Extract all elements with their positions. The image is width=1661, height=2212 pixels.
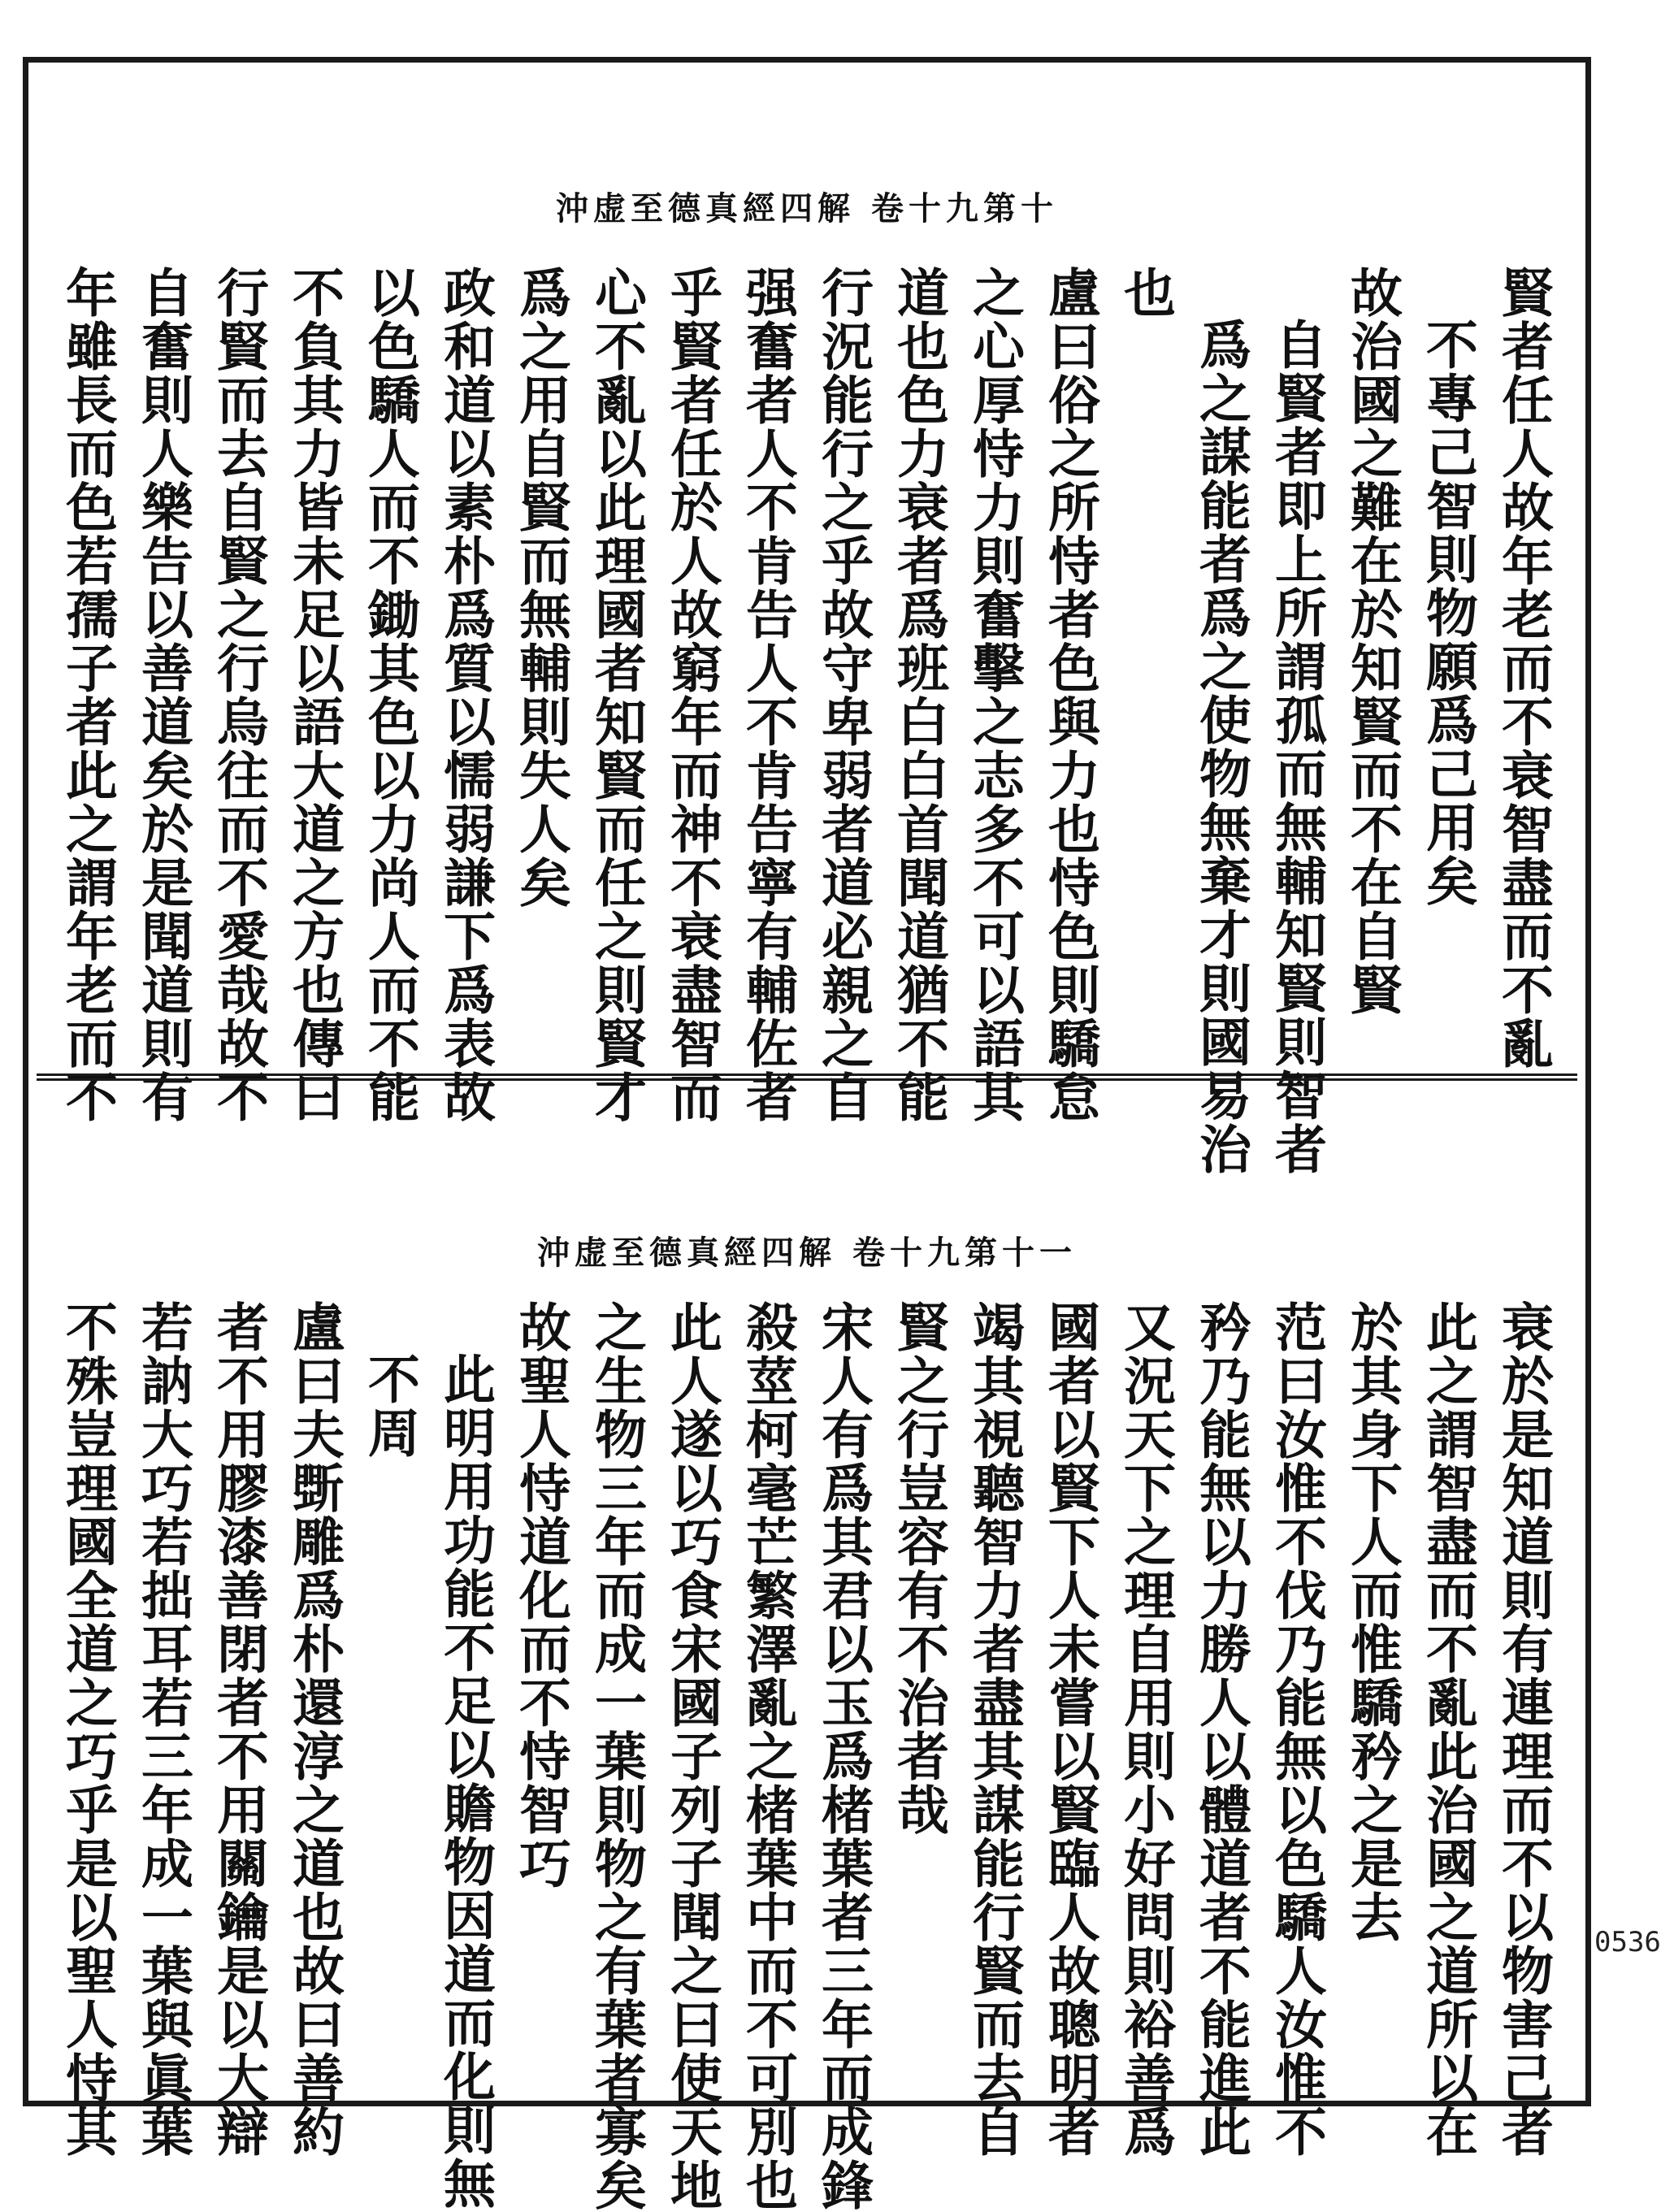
text-column: 不殊豈理國全道之巧乎是以聖人恃其 bbox=[57, 1300, 118, 2158]
text-column: 乎賢者任於人故窮年而神不衰盡智而 bbox=[661, 266, 722, 1124]
text-column: 衰於是知道則有連理而不以物害己者 bbox=[1493, 1300, 1554, 2158]
text-column: 此之謂智盡而不亂此治國之道所以在 bbox=[1417, 1300, 1478, 2158]
text-column: 國者以賢下人未嘗以賢臨人故聰明者 bbox=[1039, 1300, 1100, 2158]
text-column: 强奮者人不肯告人不肯告寧有輔佐者 bbox=[737, 266, 798, 1124]
text-column: 年雖長而色若孺子者此之謂年老而不 bbox=[57, 266, 118, 1124]
text-column: 之生物三年而成一葉則物之有葉者寡矣 bbox=[586, 1300, 647, 2212]
text-column: 者不用膠漆善閉者不用關鑰是以大辯 bbox=[208, 1300, 269, 2158]
page-frame bbox=[23, 57, 1591, 2212]
text-column: 行況能行之乎故守卑弱者道必親之自 bbox=[813, 266, 874, 1124]
lower-page bbox=[37, 1078, 1577, 2212]
running-head: 沖虚至德真經四解 卷十九第十一 bbox=[537, 1234, 1077, 1272]
text-column: 賢之行豈容有不治者哉 bbox=[888, 1300, 949, 1837]
text-block bbox=[50, 266, 1561, 1176]
text-column: 矜乃能無以力勝人以體道者不能進此 bbox=[1190, 1300, 1251, 2158]
text-block bbox=[50, 1300, 1561, 2212]
running-head: 沖虚至德真經四解 卷十九第十 bbox=[556, 189, 1058, 228]
text-column: 故治國之難在於知賢而不在自賢 bbox=[1342, 266, 1403, 1017]
text-column: 此人遂以巧食宋國子列子聞之曰使天地 bbox=[661, 1300, 722, 2212]
text-column: 行賢而去自賢之行烏往而不愛哉故不 bbox=[208, 266, 269, 1124]
text-column: 故聖人恃道化而不恃智巧 bbox=[510, 1300, 571, 1890]
text-column: 不周 bbox=[359, 1352, 420, 1459]
text-column: 又況天下之理自用則小好問則裕善爲 bbox=[1115, 1300, 1176, 2158]
text-column: 此明用功能不足以贍物因道而化則無 bbox=[435, 1352, 496, 2210]
text-column: 不負其力皆未足以語大道之方也傳曰 bbox=[284, 266, 345, 1124]
text-column: 也 bbox=[1115, 266, 1176, 319]
upper-page bbox=[37, 63, 1577, 1176]
text-column: 竭其視聽智力者盡其謀能行賢而去自 bbox=[964, 1300, 1025, 2158]
text-column: 殺莖柯毫芒繁澤亂之楮葉中而不可別也 bbox=[737, 1300, 798, 2212]
text-column: 自奮則人樂告以善道矣於是聞道則有 bbox=[132, 266, 193, 1124]
text-column: 於其身下人而惟驕矜之是去 bbox=[1342, 1300, 1403, 1944]
text-column: 心不亂以此理國者知賢而任之則賢才 bbox=[586, 266, 647, 1124]
text-column: 盧曰夫斲雕爲朴還淳之道也故曰善約 bbox=[284, 1300, 345, 2158]
text-column: 宋人有爲其君以玉爲楮葉者三年而成鋒 bbox=[813, 1300, 874, 2212]
text-column: 范曰汝惟不伐乃能無以色驕人汝惟不 bbox=[1266, 1300, 1327, 2158]
text-column: 若訥大巧若拙耳若三年成一葉與眞葉 bbox=[132, 1300, 193, 2158]
text-column: 爲之用自賢而無輔則失人矣 bbox=[510, 266, 571, 909]
text-column: 自賢者即上所謂孤而無輔知賢則智者 bbox=[1266, 318, 1327, 1176]
sheet-number: 0536 bbox=[1594, 1926, 1661, 1958]
text-column: 之心厚恃力則奮擊之志多不可以語其 bbox=[964, 266, 1025, 1124]
text-column: 不專己智則物願爲己用矣 bbox=[1417, 318, 1478, 908]
text-column: 道也色力衰者爲班白白首聞道猶不能 bbox=[888, 266, 949, 1124]
text-column: 政和道以素朴爲質以懦弱謙下爲表故 bbox=[435, 266, 496, 1124]
text-column: 以色驕人而不鋤其色以力尚人而不能 bbox=[359, 266, 420, 1124]
text-column: 盧曰俗之所恃者色與力也恃色則驕怠 bbox=[1039, 266, 1100, 1124]
text-column: 賢者任人故年老而不衰智盡而不亂 bbox=[1493, 266, 1554, 1070]
text-column: 爲之謀能者爲之使物無棄才則國易治 bbox=[1190, 318, 1251, 1176]
